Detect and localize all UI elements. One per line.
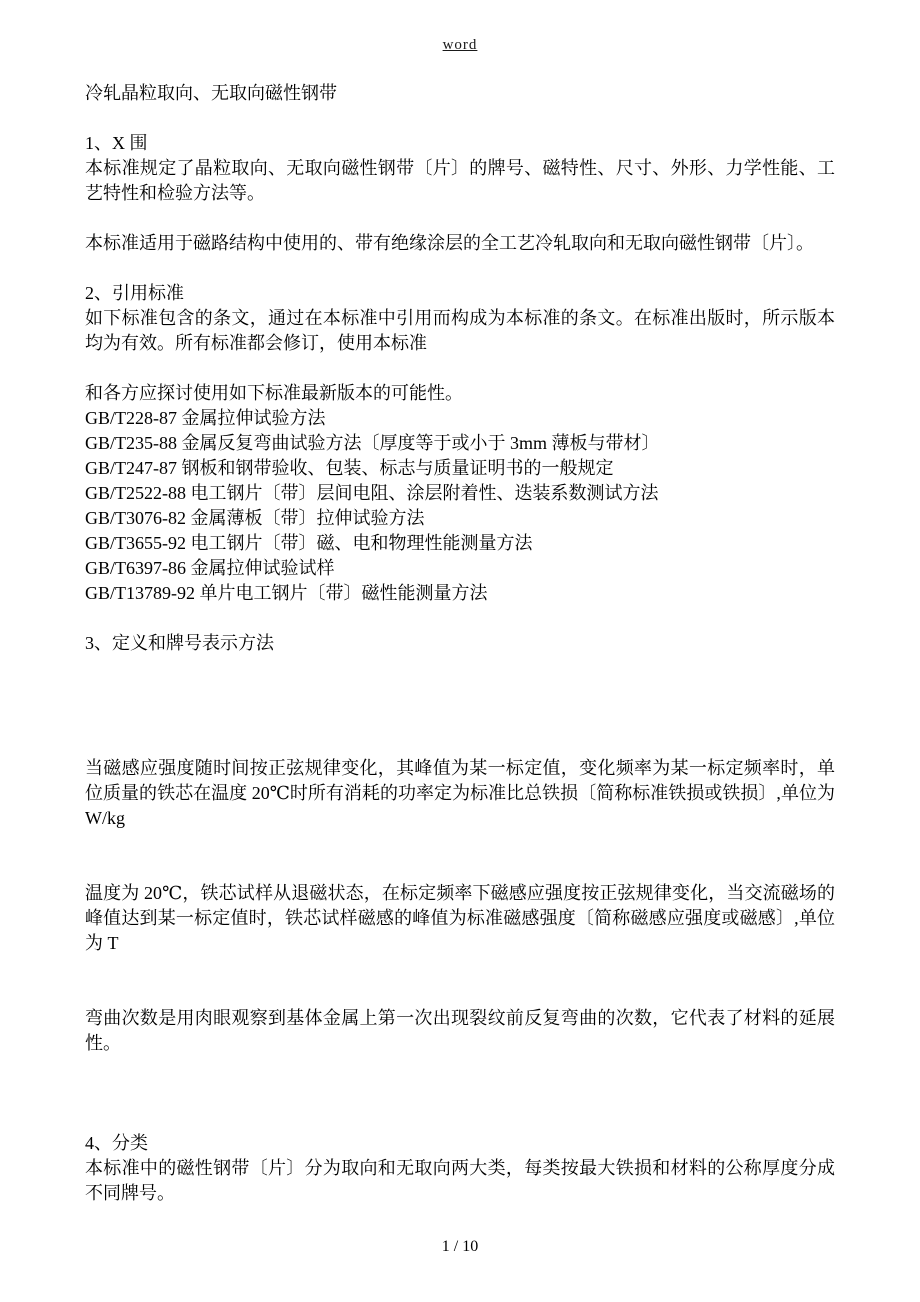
word-link[interactable]: word: [442, 37, 478, 53]
paragraph: 当磁感应强度随时间按正弦规律变化，其峰值为某一标定值，变化频率为某一标定频率时，单位质量的铁芯在温度 20℃时所有消耗的功率定为标准比总铁损〔简称标准铁损或铁损〕,单位为 W/kg: [85, 758, 835, 828]
paragraph: 温度为 20℃，铁芯试样从退磁状态，在标定频率下磁感应强度按正弦规律变化，当交流磁场的峰值达到某一标定值时，铁芯试样磁感的峰值为标准磁感强度〔简称磁感应强度或磁感〕,单位为 T: [85, 883, 835, 953]
blank-line: [85, 731, 835, 756]
blank-line: [85, 1056, 835, 1081]
paragraph: GB/T228-87 金属拉伸试验方法: [85, 408, 326, 428]
paragraph: GB/T235-88 金属反复弯曲试验方法〔厚度等于或小于 3mm 薄板与带材〕: [85, 433, 660, 453]
paragraph: 弯曲次数是用肉眼观察到基体金属上第一次出现裂纹前反复弯曲的次数，它代表了材料的延展性。: [85, 1008, 835, 1053]
blank-line: [85, 1106, 835, 1131]
blank-line: [85, 856, 835, 881]
blank-line: [85, 606, 835, 631]
blank-line: [85, 1081, 835, 1106]
blank-line: [85, 956, 835, 981]
paragraph: 本标准适用于磁路结构中使用的、带有绝缘涂层的全工艺冷轧取向和无取向磁性钢带〔片〕。: [85, 233, 814, 253]
blank-line: [85, 256, 835, 281]
paragraph: 本标准规定了晶粒取向、无取向磁性钢带〔片〕的牌号、磁特性、尺寸、外形、力学性能、工艺特性和检验方法等。: [85, 158, 835, 203]
blank-line: [85, 656, 835, 681]
paragraph: GB/T2522-88 电工钢片〔带〕层间电阻、涂层附着性、迭装系数测试方法: [85, 483, 659, 503]
paragraph: 3、定义和牌号表示方法: [85, 633, 274, 653]
blank-line: [85, 706, 835, 731]
paragraph: 本标准中的磁性钢带〔片〕分为取向和无取向两大类，每类按最大铁损和材料的公称厚度分成不同牌号。: [85, 1158, 835, 1203]
paragraph: 如下标准包含的条文，通过在本标准中引用而构成为本标准的条文。在标准出版时，所示版本均为有效。所有标准都会修订，使用本标准: [85, 308, 835, 353]
blank-line: [85, 981, 835, 1006]
page-footer: [0, 1238, 920, 1256]
paragraph: GB/T6397-86 金属拉伸试验试样: [85, 558, 335, 578]
blank-line: [85, 106, 835, 131]
paragraph: GB/T3655-92 电工钢片〔带〕磁、电和物理性能测量方法: [85, 533, 533, 553]
blank-line: [85, 831, 835, 856]
page-header: [0, 0, 920, 54]
paragraph: GB/T3076-82 金属薄板〔带〕拉伸试验方法: [85, 508, 425, 528]
blank-line: [85, 206, 835, 231]
paragraph: 和各方应探讨使用如下标准最新版本的可能性。: [85, 383, 463, 403]
blank-line: [85, 356, 835, 381]
paragraph: 冷轧晶粒取向、无取向磁性钢带: [85, 83, 337, 103]
document-body: [85, 81, 835, 1206]
paragraph: 2、引用标准: [85, 283, 184, 303]
page-indicator: 1 / 10: [441, 1238, 479, 1255]
blank-line: [85, 681, 835, 706]
paragraph: GB/T13789-92 单片电工钢片〔带〕磁性能测量方法: [85, 583, 488, 603]
paragraph: 1、X 围: [85, 133, 148, 153]
paragraph: 4、分类: [85, 1133, 148, 1153]
paragraph: GB/T247-87 钢板和钢带验收、包装、标志与质量证明书的一般规定: [85, 458, 614, 478]
